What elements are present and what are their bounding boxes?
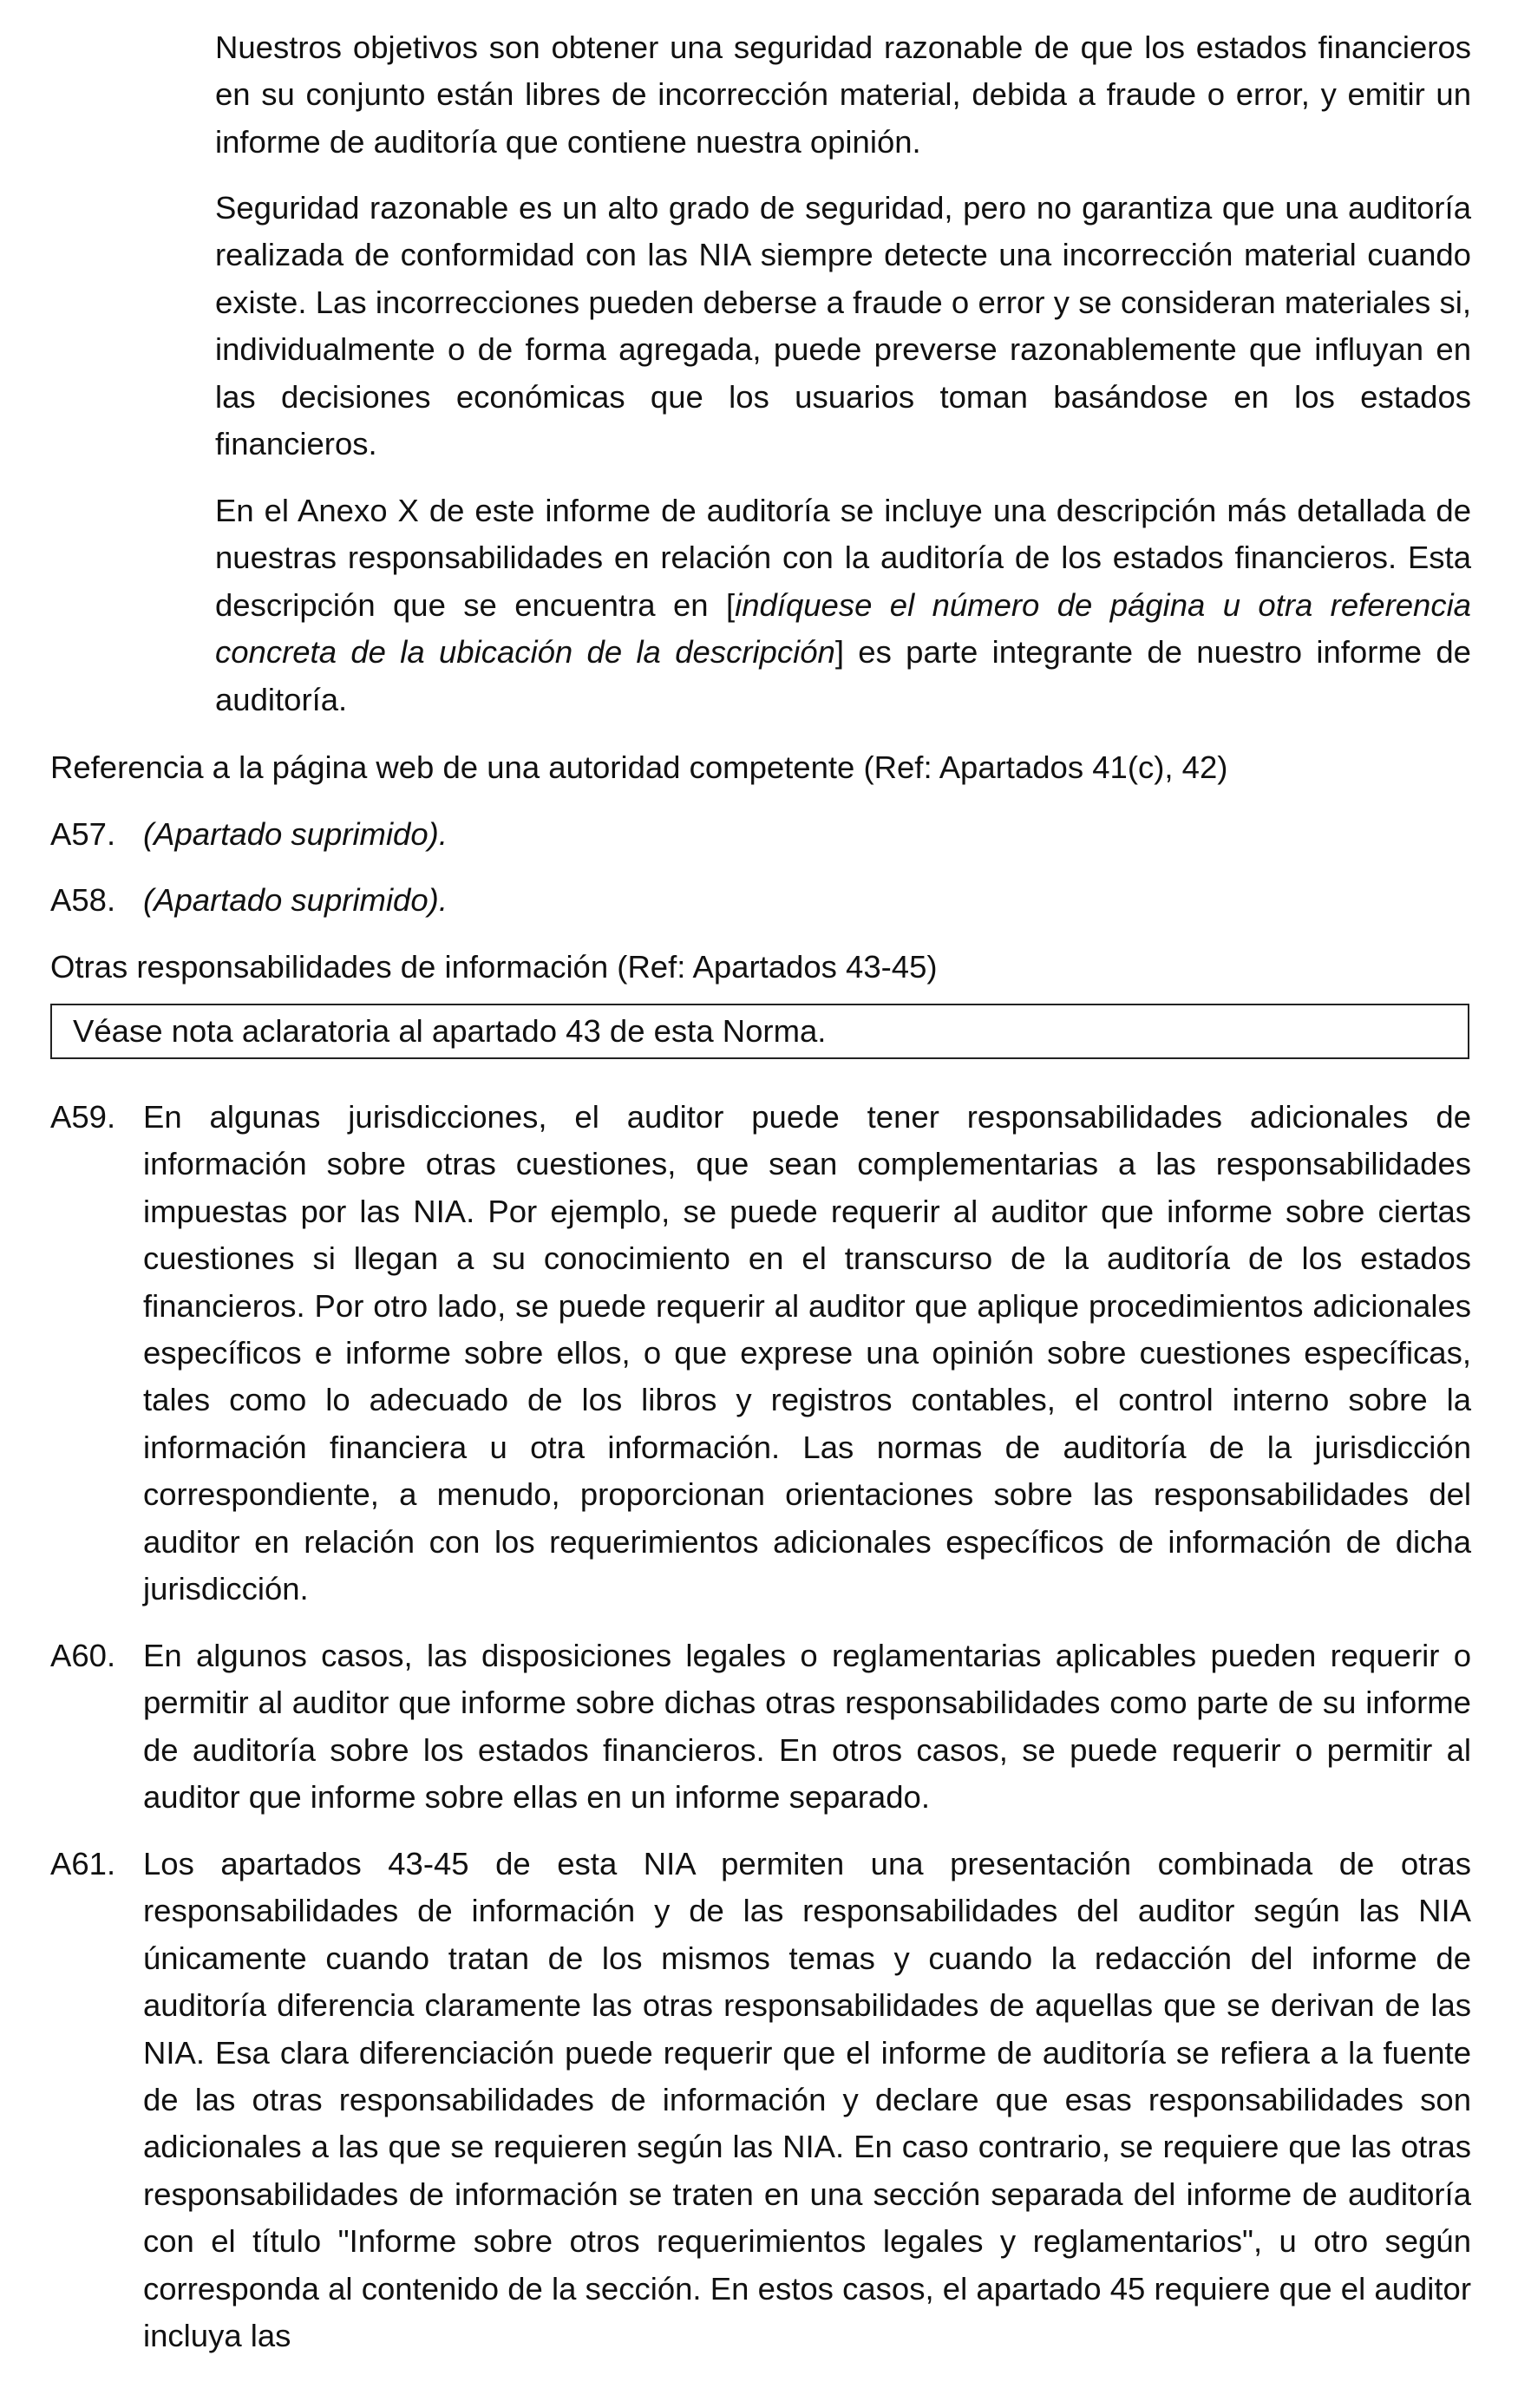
paragraph-text: (Apartado suprimido). xyxy=(143,882,448,918)
clarifying-note-box: Véase nota aclaratoria al apartado 43 de esta Norma. xyxy=(50,1004,1469,1059)
paragraph-objectives: Nuestros objetivos son obtener una seguridad razonable de que los estados financieros en su conjunto están libres de incorrección material, debida a fraude o error, y emitir un informe de auditoría que contiene nuestra opinión. xyxy=(215,29,1471,160)
paragraph-annex-description xyxy=(215,487,1471,723)
paragraph-number: A59. xyxy=(50,1099,116,1135)
annex-text-start: En el Anexo X de este informe de auditoría se incluye una descripción más detallada de nuestras responsabilidades en relación con la auditoría de los estados financieros. Esta descripción que se encuentra en [ xyxy=(215,493,1471,623)
paragraph-reasonable-assurance: Seguridad razonable es un alto grado de seguridad, pero no garantiza que una auditoría realizada de conformidad con las NIA siempre detecte una incorrección material cuando existe. Las incorrecciones pueden deberse a fraude o error y se consideran materiales si, individualmente o de forma agregada, puede preverse razonablemente que influyan en las decisiones económicas que los usuarios toman basándose en los estados financieros. xyxy=(215,190,1471,462)
heading-other-responsibilities: Otras responsabilidades de información (Ref: Apartados 43-45) xyxy=(50,949,938,985)
annex-text-end: ] es parte integrante de nuestro informe de auditoría. xyxy=(215,634,1471,717)
annex-text-placeholder: indíquese el número de página u otra referencia concreta de la ubicación de la descripción xyxy=(215,586,1471,671)
paragraph-text: (Apartado suprimido). xyxy=(143,816,448,852)
paragraph-number: A57. xyxy=(50,816,116,852)
paragraph-text: En algunas jurisdicciones, el auditor puede tener responsabilidades adicionales de información sobre otras cuestiones, que sean complementarias a las responsabilidades impuestas por las NIA. Por ejemplo, se puede requerir al auditor que informe sobre ciertas cuestiones si llegan a su conocimiento en el transcurso de la auditoría de los estados financieros. Por otro lado, se puede requerir al auditor que aplique procedimientos adicionales específicos e informe sobre ellos, o que exprese una opinión sobre cuestiones específicas, tales como lo adecuado de los libros y registros contables, el control interno sobre la información financiera u otra información. Las normas de auditoría de la jurisdicción correspondiente, a menudo, proporcionan orientaciones sobre las responsabilidades del auditor en relación con los requerimientos adicionales específicos de información de dicha jurisdicción. xyxy=(143,1099,1471,1607)
paragraph-number: A60. xyxy=(50,1638,116,1673)
paragraph-number: A61. xyxy=(50,1846,116,1881)
paragraph-text: Los apartados 43-45 de esta NIA permiten una presentación combinada de otras responsabilidades de información y de las responsabilidades del auditor según las NIA únicamente cuando tratan de los mismos temas y cuando la redacción del informe de auditoría diferencia claramente las otras responsabilidades de aquellas que se derivan de las NIA. Esa clara diferenciación puede requerir que el informe de auditoría se refiera a la fuente de las otras responsabilidades de información y declare que esas responsabilidades son adicionales a las que se requieren según las NIA. En caso contrario, se requiere que las otras responsabilidades de información se traten en una sección separada del informe de auditoría con el título "Informe sobre otros requerimientos legales y reglamentarios", u otro según corresponda al contenido de la sección. En estos casos, el apartado 45 requiere que el auditor incluya las xyxy=(143,1846,1471,2354)
paragraph-text: En algunos casos, las disposiciones legales o reglamentarias aplicables pueden requerir o permitir al auditor que informe sobre dichas otras responsabilidades como parte de su informe de auditoría sobre los estados financieros. En otros casos, se puede requerir o permitir al auditor que informe sobre ellas en un informe separado. xyxy=(143,1638,1471,1816)
heading-web-reference: Referencia a la página web de una autoridad competente (Ref: Apartados 41(c), 42) xyxy=(50,749,1228,785)
paragraph-number: A58. xyxy=(50,882,116,918)
